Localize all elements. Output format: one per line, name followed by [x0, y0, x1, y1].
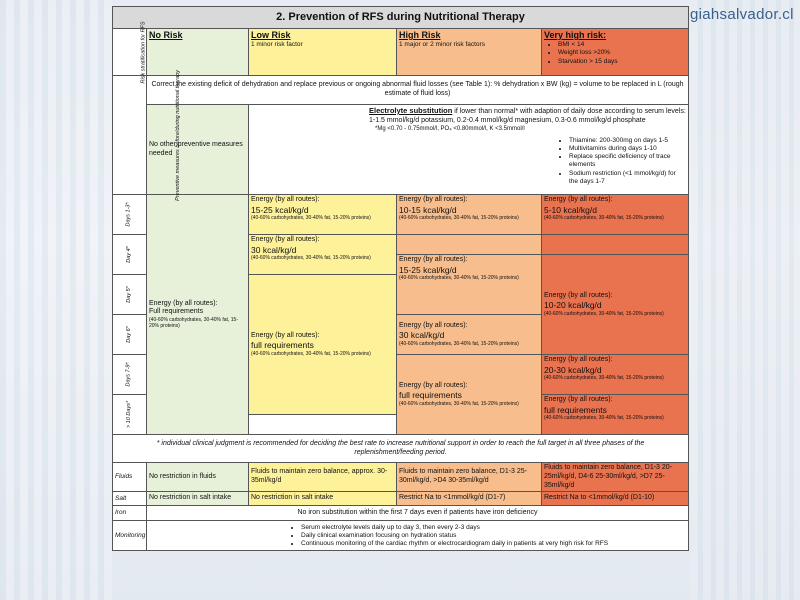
- row-label-risk: Risk stratification for RFS: [113, 29, 147, 76]
- judgment-note: * individual clinical judgment is recommended for deciding the best rate to increase nutritional support in order to reach the full target in all three phases of the replenishment/feeding period.: [113, 435, 689, 463]
- row-label-day-4: Day 4*: [113, 235, 147, 275]
- vh-energy-days-1-3: Energy (by all routes): 5-10 kcal/kg/d (40-60% carbohydrates, 30-40% fat, 15-20% proteins): [542, 195, 689, 235]
- low-energy-day-4: Energy (by all routes): 30 kcal/kg/d (40-60% carbohydrates, 30-40% fat, 15-20% proteins): [249, 235, 397, 275]
- salt-low-risk: No restriction in salt intake: [249, 492, 397, 506]
- list-item: • Continuous monitoring of the cardiac rhythm or electrocardiogram daily in patients at very high risk for RFS: [301, 540, 686, 548]
- row-label-days-10: > 10 Days*: [113, 395, 147, 435]
- list-item: • Daily clinical examination focusing on hydration status: [301, 532, 686, 540]
- salt-no-risk: No restriction in salt intake: [147, 492, 249, 506]
- list-item: • Starvation > 15 days: [558, 58, 686, 66]
- list-item: • Serum electrolyte levels daily up to day 3, then every 2-3 days: [301, 524, 686, 532]
- low-energy-days-5-10: Energy (by all routes): full requirements (40-60% carbohydrates, 30-40% fat, 15-20% proteins): [249, 275, 397, 415]
- electrolyte-substitution: Electrolyte substitution if lower than normal* with adaption of daily dose according to serum levels: 1-1.5 mmol/kg/d potassium, 0.2-0.4 mmol/kg/d magnesium, 0.3-0.6 mmol/kg/d phosphate *Mg <0.70 - 0.75mmol/l, PO₄ <0.80mmol/l, K <3.5mmol/l • Thiamine: 200-300mg on days 1-5 • Multivitamins during days 1-10 • Replace specific deficiency of trace elements • Sodium restriction (<1 mmol/kg/d) for the days 1-7: [249, 105, 689, 195]
- list-item: • Multivitamins during days 1-10: [569, 145, 686, 153]
- high-energy-days-4-5: Energy (by all routes): 15-25 kcal/kg/d (40-60% carbohydrates, 30-40% fat, 15-20% proteins): [397, 255, 542, 315]
- monitoring-list: [147, 521, 689, 551]
- no-risk-energy: Energy (by all routes): Full requirements (40-60% carbohydrates, 30-40% fat, 15-20% proteins): [147, 195, 249, 435]
- table-title: 2. Prevention of RFS during Nutritional Therapy: [113, 7, 689, 29]
- fluids-very-high-risk: Fluids to maintain zero balance, D1-3 20-25ml/kg/d, D4-6 25-30ml/kg/d, >D7 25-35ml/kg/d: [542, 463, 689, 492]
- vh-blank-day-4: [542, 235, 689, 255]
- high-energy-days-8-10: Energy (by all routes): full requirements (40-60% carbohydrates, 30-40% fat, 15-20% proteins): [397, 355, 542, 435]
- list-item: • Sodium restriction (<1 mmol/kg/d) for the days 1-7: [569, 170, 686, 186]
- row-label-day-5: Day 5*: [113, 275, 147, 315]
- row-label-monitoring: Monitoring: [113, 521, 147, 551]
- fluids-high-risk: Fluids to maintain zero balance, D1-3 25-30ml/kg/d, >D4 30-35ml/kg/d: [397, 463, 542, 492]
- list-item: • Weight loss >20%: [558, 49, 686, 57]
- list-item: • BMI < 14: [558, 41, 686, 49]
- background-left-decoration: [0, 0, 112, 600]
- vh-energy-days-4-6: Energy (by all routes): 10-20 kcal/kg/d (40-60% carbohydrates, 30-40% fat, 15-20% proteins): [542, 255, 689, 355]
- high-blank-day-4: [397, 235, 542, 255]
- no-risk-header: No Risk: [147, 29, 249, 76]
- list-item: • Replace specific deficiency of trace elements: [569, 153, 686, 169]
- row-label-days-7-9: Days 7-9*: [113, 355, 147, 395]
- row-label-fluids: Fluids: [113, 463, 147, 492]
- iron-note: No iron substitution within the first 7 days even if patients have iron deficiency: [147, 506, 689, 521]
- high-risk-header: High Risk 1 major or 2 minor risk factors: [397, 29, 542, 76]
- salt-very-high-risk: Restrict Na to <1mmol/kg/d (D1-10): [542, 492, 689, 506]
- vh-energy-days-10: Energy (by all routes): full requirements (40-60% carbohydrates, 30-40% fat, 15-20% proteins): [542, 395, 689, 435]
- rfs-prevention-table: [112, 6, 689, 551]
- no-other-measures: No other preventive measures needed: [147, 105, 249, 195]
- low-risk-header: Low Risk 1 minor risk factor: [249, 29, 397, 76]
- vh-energy-days-7-9: Energy (by all routes): 20-30 kcal/kg/d (40-60% carbohydrates, 30-40% fat, 15-20% proteins): [542, 355, 689, 395]
- watermark: giahsalvador.cl: [690, 6, 794, 23]
- fluids-low-risk: Fluids to maintain zero balance, approx. 30-35ml/kg/d: [249, 463, 397, 492]
- very-high-risk-header: Very high risk: • BMI < 14 • Weight loss >20% • Starvation > 15 days: [542, 29, 689, 76]
- row-label-days-1-3: Days 1-3*: [113, 195, 147, 235]
- row-label-day-6: Day 6*: [113, 315, 147, 355]
- background-right-decoration: [690, 0, 800, 600]
- salt-high-risk: Restrict Na to <1mmol/kg/d (D1-7): [397, 492, 542, 506]
- high-energy-days-1-3: Energy (by all routes): 10-15 kcal/kg/d (40-60% carbohydrates, 30-40% fat, 15-20% proteins): [397, 195, 542, 235]
- high-energy-days-6-7: Energy (by all routes): 30 kcal/kg/d (40-60% carbohydrates, 30-40% fat, 15-20% proteins): [397, 315, 542, 355]
- low-energy-days-1-3: Energy (by all routes): 15-25 kcal/kg/d (40-60% carbohydrates, 30-40% fat, 15-20% proteins): [249, 195, 397, 235]
- list-item: • Thiamine: 200-300mg on days 1-5: [569, 137, 686, 145]
- fluids-no-risk: No restriction in fluids: [147, 463, 249, 492]
- row-label-iron: Iron: [113, 506, 147, 521]
- row-label-preventive: Preventive measures before/during nutritional therapy: [113, 76, 147, 195]
- row-label-salt: Salt: [113, 492, 147, 506]
- fluid-deficit-note: Correct the existing deficit of dehydration and replace previous or ongoing abnormal fluid losses (see Table 1): % dehydration x BW (kg) = volume to be replaced in L (rough estimate of fluid loss): [147, 76, 689, 105]
